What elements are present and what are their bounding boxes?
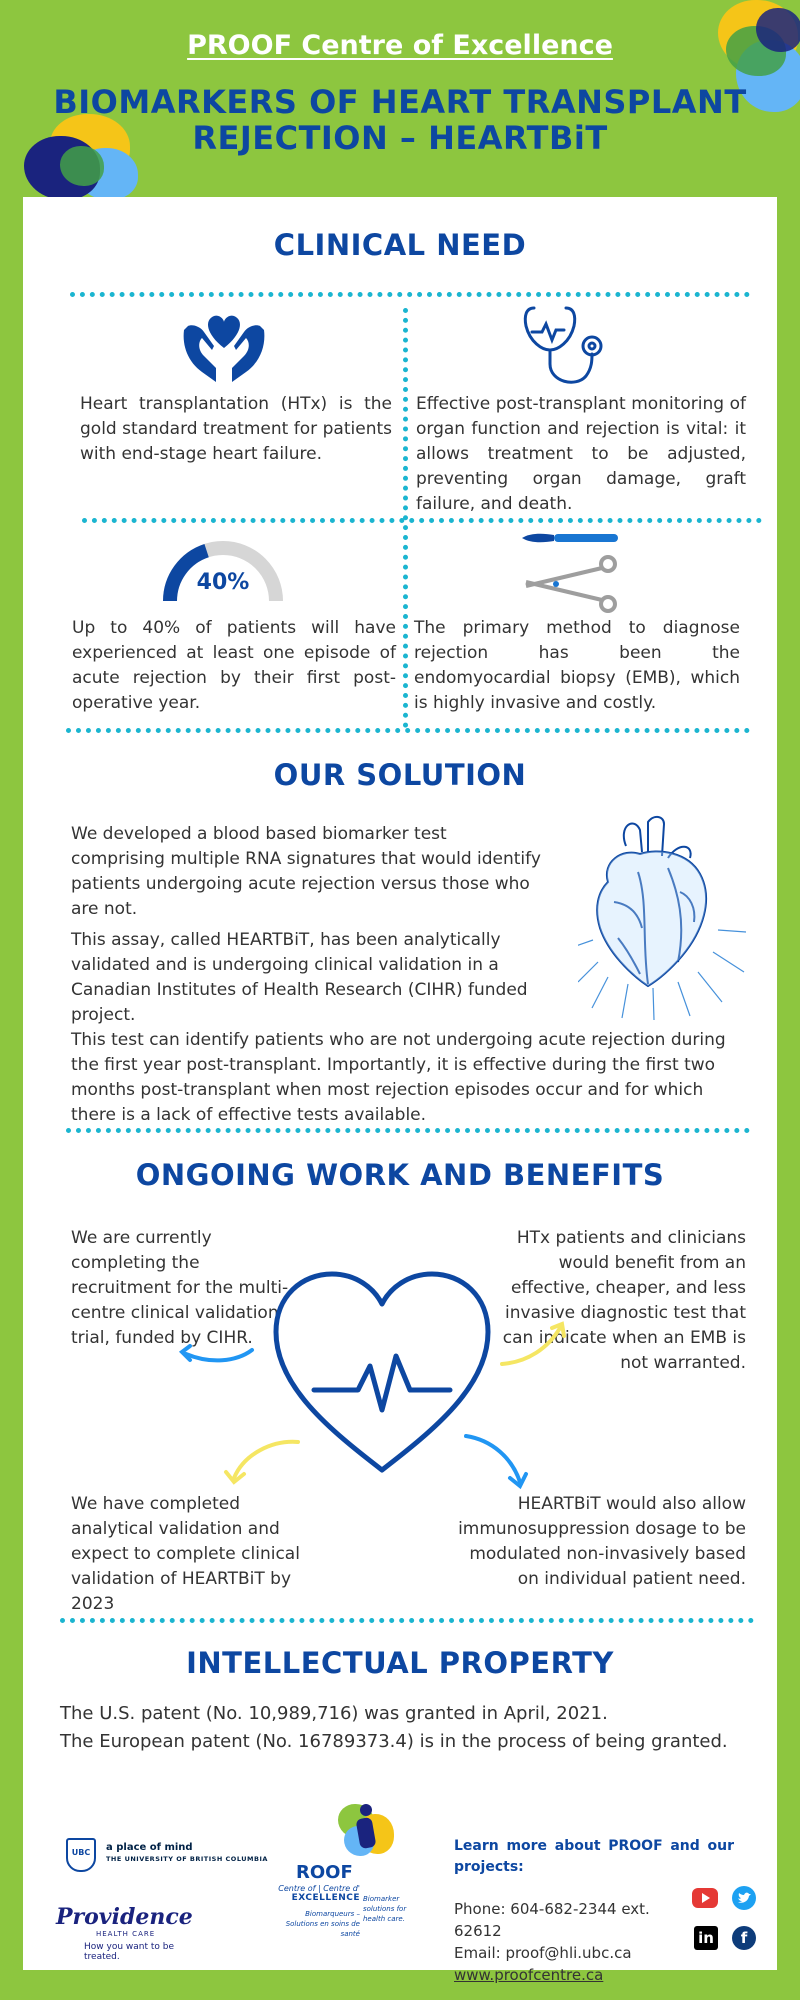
ip-text bbox=[60, 1700, 760, 1756]
ongoing-heading: ONGOING WORK AND BENEFITS bbox=[135, 1158, 665, 1192]
contact-info bbox=[454, 1898, 694, 1986]
linkedin-icon[interactable]: in bbox=[694, 1926, 718, 1950]
divider bbox=[66, 728, 750, 733]
providence-tagline: How you want to be treated. bbox=[84, 1942, 175, 1962]
ongoing-top-right: HTx patients and clinicians would benefit from an effective, cheaper, and less invasive diagnostic test that can indicate when an EMB is not warranted. bbox=[502, 1228, 746, 1373]
scissors-icon bbox=[522, 554, 622, 618]
clinical-need-item-1: Heart transplantation (HTx) is the gold standard treatment for patients with end-stage heart failure. bbox=[80, 394, 392, 464]
learn-more: Learn more about PROOF and our projects: bbox=[454, 1838, 734, 1875]
proof-line-1: Centre of | Centre d' bbox=[278, 1884, 360, 1893]
title-line-1: BIOMARKERS OF HEART TRANSPLANT bbox=[53, 83, 747, 121]
arrow-icon bbox=[462, 1430, 534, 1496]
divider bbox=[70, 292, 750, 297]
clinical-need-heading: CLINICAL NEED bbox=[273, 228, 527, 262]
solution-para-3: This test can identify patients who are not undergoing acute rejection during the first year post-transplant. Importantly, it is effective during the first two months post-transplant when most rejection episodes occur and for which there is a lack of effective tests available. bbox=[71, 1030, 726, 1125]
divider bbox=[60, 1618, 754, 1623]
clinical-need-item-2: Effective post-transplant monitoring of organ function and rejection is vital: it allows treatment to be adjusted, preventing organ damage, graft failure, and death. bbox=[416, 394, 746, 514]
org-title: PROOF Centre of Excellence bbox=[187, 30, 613, 61]
arrow-icon bbox=[222, 1436, 302, 1492]
proof-logo-mark bbox=[336, 1796, 396, 1860]
proof-line-2: EXCELLENCE bbox=[291, 1893, 360, 1903]
divider bbox=[82, 518, 762, 523]
ongoing-bottom-right: HEARTBiT would also allow immunosuppression dosage to be modulated non-invasively based on individual patient need. bbox=[458, 1494, 746, 1589]
arrow-icon bbox=[498, 1318, 570, 1372]
ip-line-2: The European patent (No. 16789373.4) is in the process of being granted. bbox=[60, 1731, 728, 1752]
ubc-name: THE UNIVERSITY OF BRITISH COLUMBIA bbox=[106, 1855, 268, 1863]
arrow-icon bbox=[176, 1336, 256, 1376]
providence-sub: HEALTH CARE bbox=[96, 1930, 156, 1938]
page-title bbox=[0, 84, 800, 156]
twitter-icon[interactable] bbox=[732, 1886, 756, 1910]
ip-heading: INTELLECTUAL PROPERTY bbox=[186, 1646, 614, 1680]
solution-para-1: We developed a blood based biomarker test comprising multiple RNA signatures that would identify patients undergoing acute rejection versus those who are not. bbox=[71, 824, 541, 919]
divider bbox=[66, 1128, 750, 1133]
contact-phone: Phone: 604-682-2344 ext. 62612 bbox=[454, 1900, 650, 1940]
ubc-tagline: a place of mind bbox=[106, 1842, 193, 1853]
anatomical-heart-icon bbox=[578, 812, 748, 1026]
ip-line-1: The U.S. patent (No. 10,989,716) was granted in April, 2021. bbox=[60, 1703, 608, 1724]
solution-para-2: This assay, called HEARTBiT, has been analytically validated and is undergoing clinical validation in a Canadian Institutes of Health Research (CIHR) funded project. bbox=[71, 930, 528, 1025]
gauge-value: 40% bbox=[196, 570, 250, 595]
ongoing-top-left: We are currently completing the recruitment for the multi-centre clinical validation trial, funded by CIHR. bbox=[71, 1228, 289, 1348]
heartbeat-icon bbox=[270, 1270, 494, 1484]
hands-heart-icon bbox=[176, 306, 272, 390]
proof-fr: Biomarqueurs – Solutions en soins de santé bbox=[285, 1910, 360, 1938]
facebook-icon[interactable]: f bbox=[732, 1926, 756, 1950]
stethoscope-icon bbox=[520, 302, 616, 398]
gauge-icon bbox=[160, 538, 286, 608]
ubc-logo bbox=[106, 1842, 268, 1863]
ubc-badge: UBC bbox=[71, 1848, 91, 1857]
proof-logo-sub bbox=[276, 1884, 360, 1939]
website-link[interactable]: www.proofcentre.ca bbox=[454, 1966, 604, 1984]
proof-en: Biomarker solutions for health care. bbox=[363, 1895, 407, 1923]
contact-email[interactable]: Email: proof@hli.ubc.ca bbox=[454, 1944, 632, 1962]
scalpel-icon bbox=[520, 530, 620, 549]
providence-name: Providence bbox=[56, 1904, 193, 1930]
clinical-need-item-3: Up to 40% of patients will have experienced at least one episode of acute rejection by their first post-operative year. bbox=[72, 618, 396, 713]
ubc-crest bbox=[66, 1838, 96, 1872]
proof-logo-text: ROOF bbox=[296, 1862, 353, 1883]
clinical-need-item-4: The primary method to diagnose rejection has been the endomyocardial biopsy (EMB), which is highly invasive and costly. bbox=[414, 618, 740, 713]
ongoing-bottom-left: We have completed analytical validation and expect to complete clinical validation of HEARTBiT by 2023 bbox=[71, 1494, 300, 1614]
providence-logo bbox=[56, 1904, 206, 1962]
solution-heading: OUR SOLUTION bbox=[273, 758, 527, 792]
youtube-icon[interactable] bbox=[692, 1888, 718, 1908]
title-line-2: REJECTION – HEARTBiT bbox=[192, 119, 608, 157]
